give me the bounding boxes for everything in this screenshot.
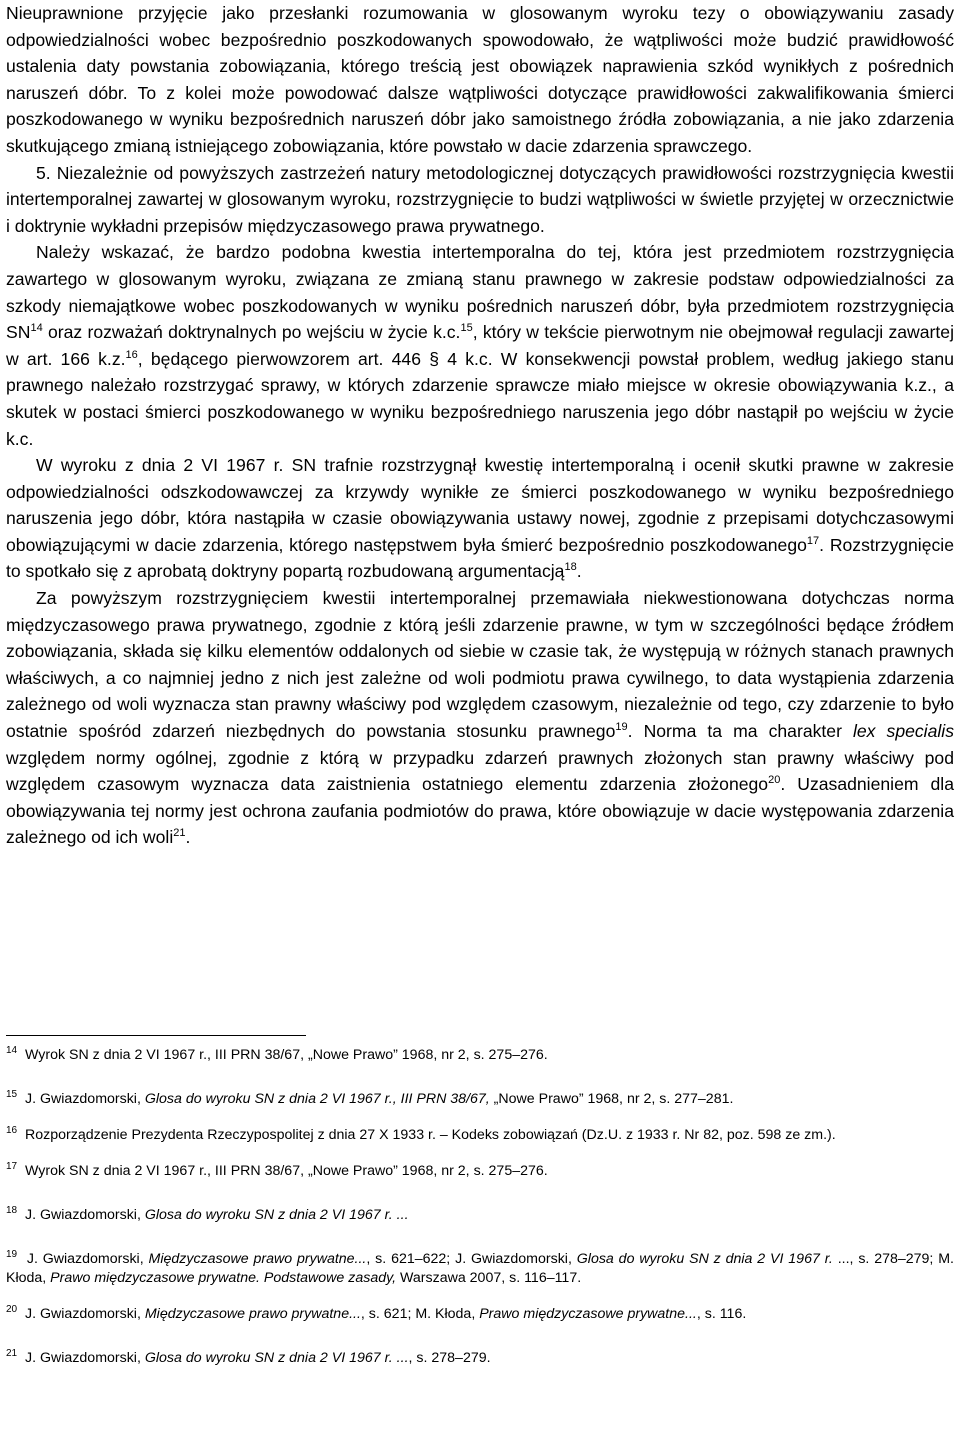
italic-term: lex specialis <box>852 721 954 742</box>
footnote-text: , s. 621; M. Kłoda, <box>360 1306 480 1322</box>
footnote-italic: Międzyczasowe prawo prywatne... <box>148 1251 367 1267</box>
footnote-text: Wyrok SN z dnia 2 VI 1967 r., III PRN 38/67, „Nowe Prawo” 1968, nr 2, s. 275–276. <box>25 1163 548 1179</box>
paragraph-text: . Uzasadnieniem dla obowiązywania tej normy jest ochrona zaufania podmiotów do prawa, które obowiązuje w dacie występowania zdarzenia zależnego od ich woli <box>6 774 954 848</box>
paragraph-text: , który w tekście pierwotnym nie obejmował regulacji zawartej w art. 166 k.z. <box>6 322 954 369</box>
footnote-ref-17: 17 <box>806 534 820 547</box>
footnote-number: 15 <box>6 1089 18 1100</box>
paragraph-text: Nieuprawnione przyjęcie jako przesłanki rozumowania w glosowanym wyroku tezy o obowiązywaniu zasady odpowiedzialności wobec bezpośrednio poszkodowanych spowodowało, że wątpliwości może budzić prawidłowość ustalenia daty powstania zobowiązania, którego treścią jest obowiązek naprawienia szkód wynikłych z pośrednich naruszeń dóbr. To z kolei może powodować dalsze wątpliwości dotyczące prawidłowości zakwalifikowania śmierci poszkodowanego w wyniku bezpośrednich naruszeń dóbr jako samoistnego źródła zobowiązania, a nie jako zdarzenia skutkującego zmianą istniejącego zobowiązania, które powstało w dacie zdarzenia sprawczego. <box>6 3 954 156</box>
paragraph-text: , będącego pierwowzorem art. 446 § 4 k.c. W konsekwencji powstał problem, według jakiego stanu prawnego należało rozstrzygać sprawy, w których zdarzenie sprawcze miało miejsce w okresie obowiązywania k.z., a skutek w postaci śmierci poszkodowanego w wyniku bezpośredniego naruszenia jego dóbr nastąpił po wejściu w życie k.c. <box>6 348 955 449</box>
paragraph-text: . Norma ta ma charakter <box>627 721 853 742</box>
footnote-text: J. Gwiazdomorski, <box>25 1091 145 1107</box>
footnote-ref-19: 19 <box>615 721 628 734</box>
footnote-number: 20 <box>6 1304 18 1315</box>
paragraph-text: oraz rozważań doktrynalnych po wejściu w życie k.c. <box>42 322 461 343</box>
footnote-text: ..., s. 278–279; M. Kłoda, <box>6 1251 954 1286</box>
footnote-21 <box>6 1349 954 1368</box>
footnote-ref-20: 20 <box>768 774 781 787</box>
footnotes <box>6 1046 954 1368</box>
footnote-17 <box>6 1162 954 1181</box>
footnote-italic: Glosa do wyroku SN z dnia 2 VI 1967 r. ... <box>144 1207 409 1223</box>
footnote-text: , s. 278–279. <box>408 1350 491 1366</box>
footnote-text: , s. 621–622; J. Gwiazdomorski, <box>366 1251 577 1267</box>
footnote-text: J. Gwiazdomorski, <box>25 1306 145 1322</box>
footnote-text: J. Gwiazdomorski, <box>25 1207 145 1223</box>
footnote-text: „Nowe Prawo” 1968, nr 2, s. 277–281. <box>489 1091 734 1107</box>
footnote-italic: Glosa do wyroku SN z dnia 2 VI 1967 r. <box>576 1251 833 1267</box>
footnote-ref-15: 15 <box>460 322 473 335</box>
paragraph-4 <box>6 452 954 585</box>
footnote-18 <box>6 1206 954 1225</box>
paragraph-text: W wyroku z dnia 2 VI 1967 r. SN trafnie rozstrzygnął kwestię intertemporalną i ocenił skutki prawne w zakresie odpowiedzialności odszkodowawczej za krzywdy wynikłe ze śmierci poszkodowanego w wyniku bezpośredniego naruszenia jego dóbr, która nastąpiła w czasie obowiązywania ustawy nowej, zgodnie z przepisami dotychczasowymi obowiązującymi w dacie zdarzenia, którego następstwem była śmierć bezpośrednio poszkodowanego <box>6 455 954 555</box>
footnote-text: Warszawa 2007, s. 116–117. <box>396 1270 582 1286</box>
footnote-number: 18 <box>6 1205 18 1216</box>
paragraph-text: 5. Niezależnie od powyższych zastrzeżeń natury metodologicznej dotyczących prawidłowości rozstrzygnięcia kwestii intertemporalnej zawartej w glosowanym wyroku, rozstrzygnięcie to budzi wątpliwości w świetle przyjętej w orzecznictwie i doktrynie wykładni przepisów międzyczasowego prawa prywatnego. <box>6 162 954 236</box>
footnote-italic: Prawo międzyczasowe prywatne... <box>479 1306 697 1322</box>
footnote-number: 14 <box>6 1045 18 1056</box>
footnote-number: 19 <box>6 1249 18 1260</box>
footnote-italic: Glosa do wyroku SN z dnia 2 VI 1967 r., III PRN 38/67, <box>144 1091 490 1107</box>
paragraph-text: Należy wskazać, że bardzo podobna kwestia intertemporalna do tej, która jest przedmiotem rozstrzygnięcia zawartego w glosowanym wyroku, związana ze zmianą stanu prawnego w zakresie podstaw odpowiedzialności za szkody niemajątkowe wobec poszkodowanych w wyniku pośrednich naruszeń dóbr, była przedmiotem rozstrzygnięcia SN <box>6 242 954 343</box>
footnote-italic: Glosa do wyroku SN z dnia 2 VI 1967 r. ... <box>144 1350 409 1366</box>
footnote-ref-21: 21 <box>173 827 186 840</box>
paragraph-5 <box>6 585 954 851</box>
paragraph-text: . Rozstrzygnięcie to spotkało się z aprobatą doktryny popartą rozbudowaną argumentacją <box>6 534 954 582</box>
footnote-number: 16 <box>6 1125 18 1136</box>
footnote-italic: Międzyczasowe prawo prywatne... <box>144 1306 361 1322</box>
footnote-ref-14: 14 <box>30 322 43 335</box>
paragraph-text: . <box>576 561 582 582</box>
footnote-text: , s. 116. <box>696 1306 747 1322</box>
paragraph-3 <box>6 239 954 452</box>
footnote-ref-18: 18 <box>564 561 577 574</box>
footnote-19 <box>6 1250 954 1288</box>
footnote-16 <box>6 1126 954 1145</box>
footnote-text: Wyrok SN z dnia 2 VI 1967 r., III PRN 38/67, „Nowe Prawo” 1968, nr 2, s. 275–276. <box>25 1047 548 1063</box>
paragraph-text: względem normy ogólnej, zgodnie z którą w przypadku zdarzeń prawnych złożonych stan prawny właściwy pod względem czasowym wyznacza data zaistnienia ostatniego elementu zdarzenia złożonego <box>6 747 954 795</box>
footnote-ref-16: 16 <box>125 348 138 361</box>
paragraph-text: . <box>185 827 191 848</box>
footnote-text: J. Gwiazdomorski, <box>25 1350 145 1366</box>
footnote-14 <box>6 1046 954 1065</box>
footnote-separator <box>6 1035 306 1036</box>
footnote-italic: Prawo międzyczasowe prywatne. Podstawowe zasady, <box>50 1270 397 1286</box>
paragraph-text: Za powyższym rozstrzygnięciem kwestii intertemporalnej przemawiała niekwestionowana dotychczas norma międzyczasowego prawa prywatnego, zgodnie z którą jeśli zdarzenie prawne, w tym w szczególności będące źródłem zobowiązania, składa się kilku elementów oddalonych od siebie w czasie tak, że występują w różnych stanach prawnych właściwych, a co najmniej jedno z nich jest zależne od woli podmiotu prawa cywilnego, to data wystąpienia zdarzenia zależnego od woli wyznacza stan prawny właściwy pod względem czasowym, niezależnie od tego, czy zdarzenie to było ostatnie spośród zdarzeń niezbędnych do powstania stosunku prawnego <box>6 588 954 742</box>
footnote-text: Rozporządzenie Prezydenta Rzeczypospolitej z dnia 27 X 1933 r. – Kodeks zobowiązań (Dz.U. z 1933 r. Nr 82, poz. 598 ze zm.). <box>25 1127 836 1143</box>
paragraph-1 <box>6 0 954 160</box>
footnote-number: 21 <box>6 1348 18 1359</box>
footnote-number: 17 <box>6 1161 18 1172</box>
footnote-text: J. Gwiazdomorski, <box>26 1251 149 1267</box>
footnote-20 <box>6 1305 954 1324</box>
document-body <box>6 0 954 851</box>
footnote-15 <box>6 1090 954 1109</box>
paragraph-5-section <box>6 160 954 240</box>
